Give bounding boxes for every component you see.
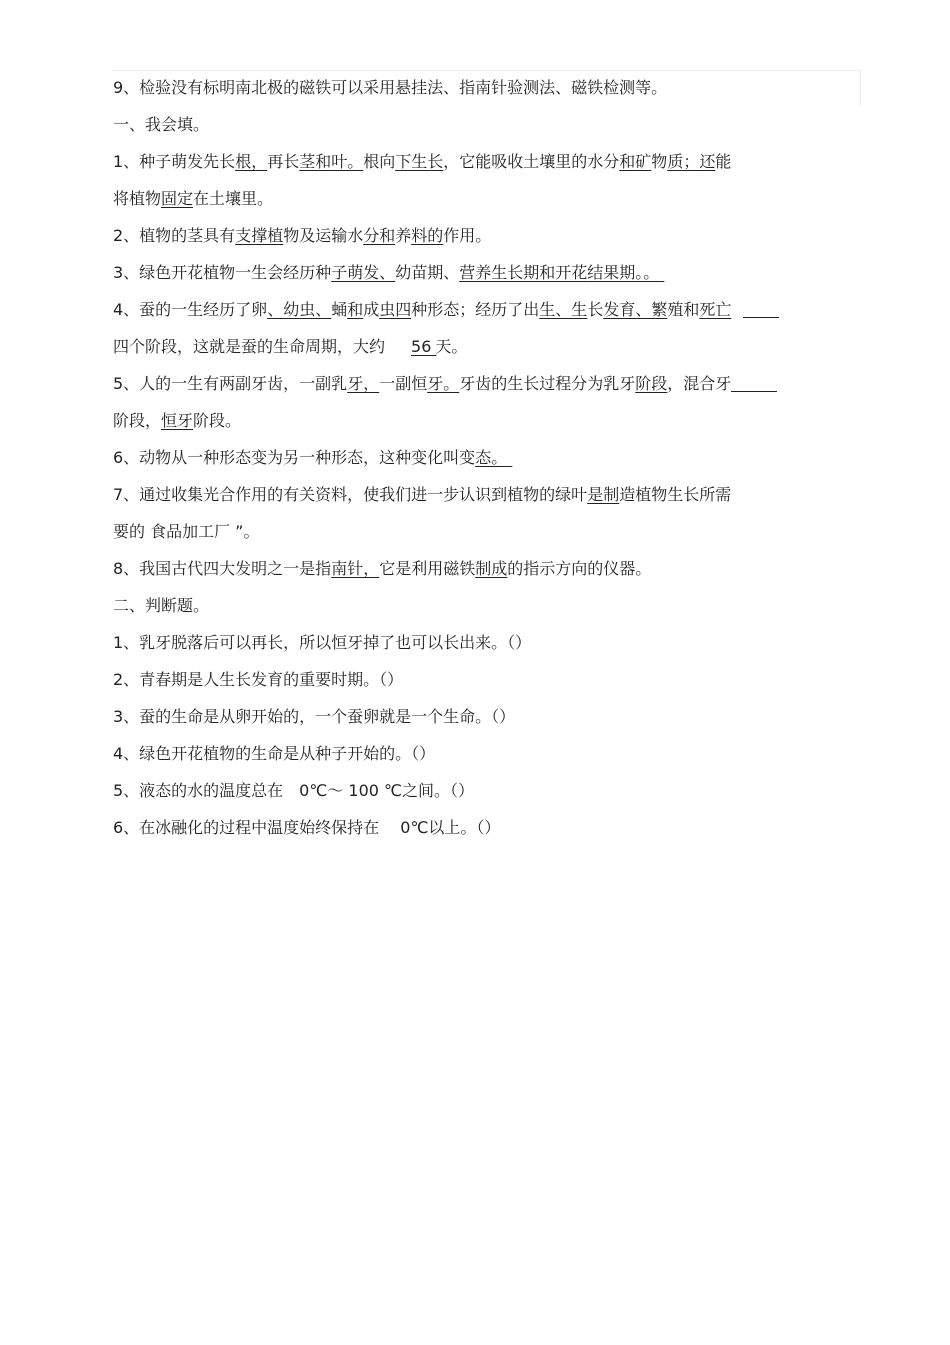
answer-blank: 结果期。。	[587, 263, 660, 282]
fill-question-8: 8、我国古代四大发明之一是指南针，它是利用磁铁制成的指示方向的仪器。	[113, 559, 652, 578]
answer-blank: 态。	[475, 448, 508, 467]
answer-blank: 虫四	[379, 300, 412, 319]
empty-answer-blank	[743, 301, 779, 318]
answer-blank: 料的	[411, 226, 444, 245]
answer-blank: 和矿	[619, 152, 652, 171]
answer-blank: 是制	[587, 485, 620, 504]
fill-question-7-line-2: 要的 食品加工厂 ”。	[113, 522, 260, 541]
answer-blank: 制成	[475, 559, 508, 578]
answer-blank: 生、生	[539, 300, 588, 319]
judge-question-1: 1、乳牙脱落后可以再长，所以恒牙掉了也可以长出来。（）	[113, 633, 532, 652]
judge-question-6: 6、在冰融化的过程中温度始终保持在 0℃以上。（）	[113, 818, 501, 837]
answer-blank: 支撑植	[235, 226, 284, 245]
fill-question-7-line-1: 7、通过收集光合作用的有关资料，使我们进一步认识到植物的绿叶是制造植物生长所需	[113, 485, 732, 504]
answer-blank: 恒牙	[161, 411, 194, 430]
section-heading-fill: 一、我会填。	[113, 115, 210, 134]
fill-question-2: 2、植物的茎具有支撑植物及运输水分和养料的作用。	[113, 226, 492, 245]
answer-blank: 根，	[235, 152, 268, 171]
judge-question-2: 2、青春期是人生长发育的重要时期。（）	[113, 670, 404, 689]
judge-question-3: 3、蚕的生命是从卵开始的，一个蚕卵就是一个生命。（）	[113, 707, 516, 726]
fill-question-4-line-1: 4、蚕的一生经历了卵、幼虫、蛹和成虫四种形态；经历了出生、生长发育、繁殖和死亡	[113, 296, 858, 333]
answer-blank: 营养生长期和开花	[459, 263, 588, 282]
page-frame-right	[860, 70, 861, 106]
answer-blank: 虫、	[299, 300, 332, 319]
answer-blank: 分和	[363, 226, 396, 245]
page-frame-top	[112, 70, 860, 71]
answer-blank: 阶段	[635, 374, 668, 393]
empty-answer-blank	[731, 375, 777, 392]
judge-question-5: 5、液态的水的温度总在 0℃～ 100 ℃之间。（）	[113, 781, 475, 800]
answer-blank: 死亡	[699, 300, 732, 319]
answer-blank: 和	[347, 300, 364, 319]
answer-blank: 南针，	[331, 559, 380, 578]
answer-blank: 发育、繁	[603, 300, 668, 319]
answer-blank: 56	[411, 337, 432, 356]
fill-question-3: 3、绿色开花植物一生会经历种子萌发、幼苗期、营养生长期和开花结果期。。	[113, 263, 660, 282]
fill-question-5-line-2: 阶段，恒牙阶段。	[113, 411, 242, 430]
fill-question-1-line-2: 将植物固定在土壤里。	[113, 189, 274, 208]
judge-question-4: 4、绿色开花植物的生命是从种子开始的。（）	[113, 744, 436, 763]
section-heading-judge: 二、判断题。	[113, 596, 210, 615]
answer-blank: 质；还	[667, 152, 716, 171]
answer-blank: 茎和叶。	[299, 152, 364, 171]
answer-blank: 牙，	[347, 374, 380, 393]
answer-blank: 下生长	[395, 152, 444, 171]
fill-question-1-line-1: 1、种子萌发先长根，再长茎和叶。根向下生长，它能吸收土壤里的水分和矿物质；还能	[113, 152, 732, 171]
answer-blank: 子萌发、	[331, 263, 396, 282]
question-9: 9、检验没有标明南北极的磁铁可以采用悬挂法、指南针验测法、磁铁检测等。	[113, 78, 668, 97]
document-page	[113, 74, 858, 851]
fill-question-4-line-2: 四个阶段，这就是蚕的生命周期，大约 56 天。	[113, 337, 468, 356]
fill-question-5-line-1: 5、人的一生有两副牙齿，一副乳牙，一副恒牙。牙齿的生长过程分为乳牙阶段，混合牙	[113, 370, 858, 407]
fill-question-6: 6、动物从一种形态变为另一种形态，这种变化叫变态。	[113, 448, 508, 467]
answer-blank: 固定	[161, 189, 194, 208]
answer-blank: 、幼	[267, 300, 300, 319]
answer-blank: 牙。	[427, 374, 460, 393]
